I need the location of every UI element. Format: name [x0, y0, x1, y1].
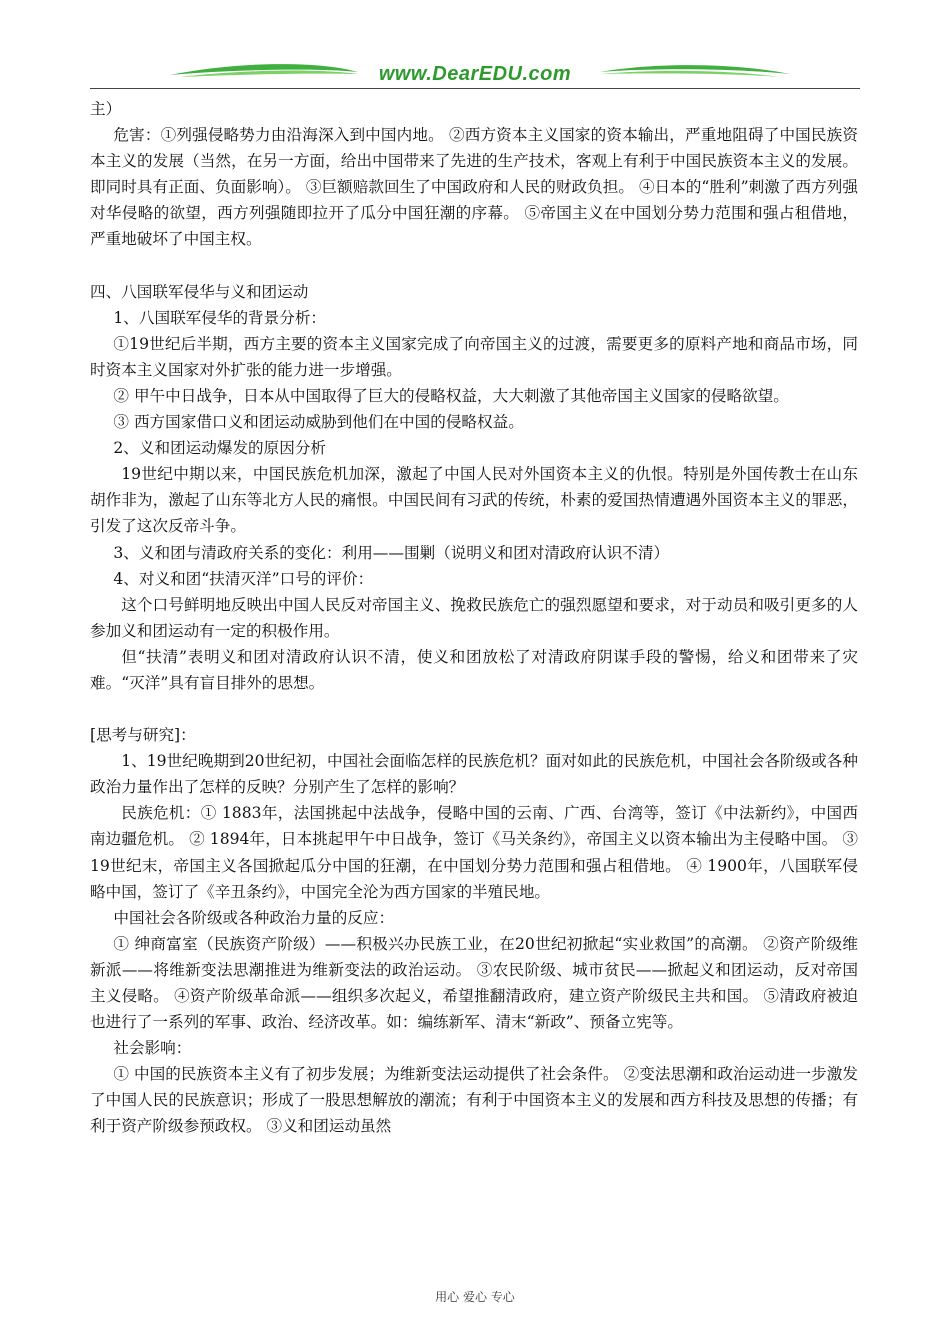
paragraph: ①19世纪后半期，西方主要的资本主义国家完成了向帝国主义的过渡，需要更多的原料产地和商品市场，同时资本主义国家对外扩张的能力进一步增强。 — [90, 334, 858, 379]
subheading: 2、义和团运动爆发的原因分析 — [113, 439, 327, 458]
paragraph: 但“扶清”表明义和团对清政府认识不清，使义和团放松了对清政府阴谋手段的警惕，给义和团带来了灾难。“灭洋”具有盲目排外的思想。 — [90, 647, 858, 692]
paragraph: 19世纪中期以来，中国民族危机加深，激起了中国人民对外国资本主义的仇恨。特别是外国传教士在山东胡作非为，激起了山东等北方人民的痛恨。中国民间有习武的传统，朴素的爱国热情遭遇外国资本主义的罪恶，引发了这次反帝斗争。 — [90, 465, 858, 536]
paragraph: 民族危机：① 1883年，法国挑起中法战争，侵略中国的云南、广西、台湾等，签订《中法新约》，中国西南边疆危机。 ② 1894年，日本挑起甲午中日战争，签订《马关条约》，帝国主义以资本输出为主侵略中国。 ③ 19世纪末，帝国主义各国掀起瓜分中国的狂潮，在中国划分势力范围和强占租借地。 ④ 1900年，八国联军侵略中国，签订了《辛丑条约》，中国完全沦为西方国家的半殖民地。 — [90, 804, 858, 901]
paragraph: ① 绅商富室（民族资产阶级）——积极兴办民族工业，在20世纪初掀起“实业救国”的高潮。 ②资产阶级维新派——将维新变法思潮推进为维新变法的政治运动。 ③农民阶级、城市贫民——掀起义和团运动，反对帝国主义侵略。 ④资产阶级革命派——组织多次起义，希望推翻清政府，建立资产阶级民主共和国。 ⑤清政府被迫也进行了一系列的军事、政治、经济改革。如：编练新军、清末“新政”、预备立宪等。 — [90, 934, 858, 1032]
subheading: 社会影响： — [113, 1039, 192, 1058]
paragraph: ② 甲午中日战争，日本从中国取得了巨大的侵略权益，大大刺激了其他帝国主义国家的侵略欲望。 — [113, 386, 789, 405]
spacer — [90, 696, 858, 722]
subheading: 中国社会各阶级或各种政治力量的反应： — [113, 908, 395, 927]
paragraph: ① 中国的民族资本主义有了初步发展；为维新变法运动提供了社会条件。 ②变法思潮和政治运动进一步激发了中国人民的民族意识；形成了一股思想解放的潮流；有利于中国资本主义的发展和西方科技及思想的传播；有利于资产阶级参预政权。 ③义和团运动虽然 — [90, 1065, 858, 1136]
paragraph: 主） — [90, 100, 122, 118]
subheading: 4、对义和团“扶清灭洋”口号的评价： — [113, 569, 374, 588]
paragraph: ③ 西方国家借口义和团运动威胁到他们在中国的侵略权益。 — [113, 413, 524, 432]
section-heading: [思考与研究]： — [90, 726, 196, 745]
section-heading: 四、八国联军侵华与义和团运动 — [90, 282, 309, 301]
question: 1、19世纪晚期到20世纪初，中国社会面临怎样的民族危机？面对如此的民族危机，中国社会各阶级或各种政治力量作出了怎样的反映？分别产生了怎样的影响？ — [90, 752, 858, 797]
paragraph: 危害：①列强侵略势力由沿海深入到中国内地。 ②西方资本主义国家的资本输出，严重地阻碍了中国民族资本主义的发展（当然，在另一方面，给出中国带来了先进的生产技术，客观上有利于中国民族资本主义的发展。即同时具有正面、负面影响）。 ③巨额赔款回生了中国政府和人民的财政负担。 ④日本的“胜利”刺激了西方列强对华侵略的欲望，西方列强随即拉开了瓜分中国狂潮的序幕。 ⑤帝国主义在中国划分势力范围和强占租借地，严重地破坏了中国主权。 — [90, 126, 858, 249]
page-header — [90, 55, 860, 89]
subheading: 1、八国联军侵华的背景分析： — [113, 308, 327, 327]
subheading: 3、义和团与清政府关系的变化：利用——围剿（说明义和团对清政府认识不清） — [113, 543, 670, 562]
site-logo-text: www.DearEDU.com — [378, 63, 572, 85]
document-body — [90, 96, 858, 1140]
page-footer: 用心 爱心 专心 — [435, 1290, 515, 1304]
spacer — [90, 253, 858, 279]
header-rule — [90, 88, 860, 89]
paragraph: 这个口号鲜明地反映出中国人民反对帝国主义、挽救民族危亡的强烈愿望和要求，对于动员和吸引更多的人参加义和团运动有一定的积极作用。 — [90, 595, 858, 640]
